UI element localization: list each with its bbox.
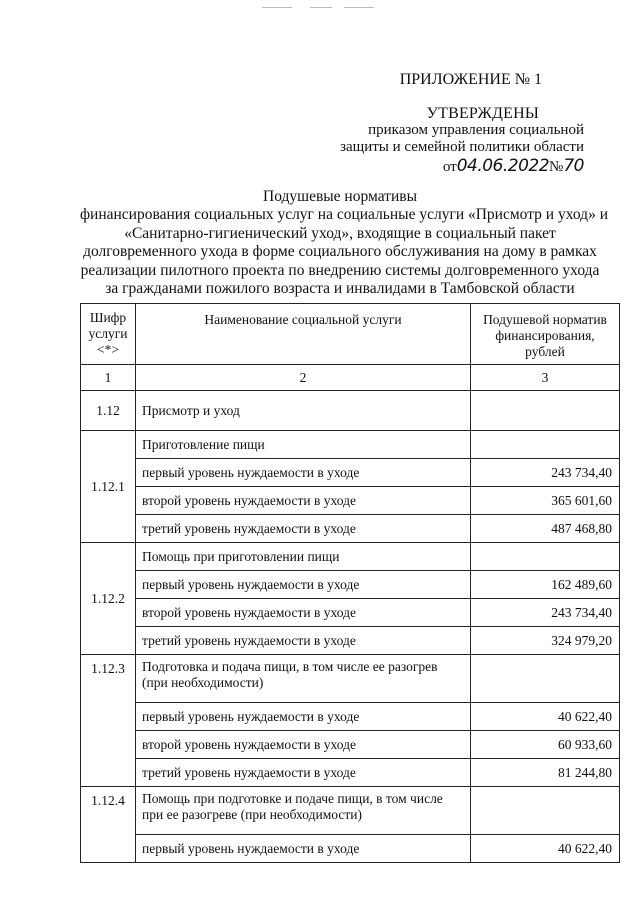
group-name: Помощь при подготовке и подаче пищи, в том числе при ее разогреве (при необходимости) (136, 787, 471, 835)
table-row (81, 515, 620, 543)
col-number: 1 (81, 365, 136, 391)
header-value: Подушевой норматив финансирования, рублей (471, 304, 620, 365)
empty-cell (471, 431, 620, 459)
approved-title: УТВЕРЖДЕНЫ (426, 105, 539, 122)
table-row (81, 835, 620, 863)
group-name: Подготовка и подача пищи, в том числе ее разогрев (при необходимости) (136, 655, 471, 703)
group-name: Приготовление пищи (136, 431, 471, 459)
scan-marks (262, 7, 382, 10)
empty-cell (471, 391, 620, 431)
section-code: 1.12 (81, 391, 136, 431)
level-value: 40 622,40 (471, 703, 620, 731)
title-line: финансирования социальных услуг на социальные услуги «Присмотр и уход» и (80, 206, 608, 224)
level-name: второй уровень нуждаемости в уходе (136, 731, 471, 759)
level-name: первый уровень нуждаемости в уходе (136, 703, 471, 731)
group-row (81, 543, 620, 571)
table-row (81, 487, 620, 515)
level-value: 243 734,40 (471, 459, 620, 487)
col-number: 3 (471, 365, 620, 391)
level-name: второй уровень нуждаемости в уходе (136, 599, 471, 627)
empty-cell (471, 655, 620, 703)
document-title (80, 188, 608, 298)
date-prefix: от (442, 159, 457, 175)
level-value: 40 622,40 (471, 835, 620, 863)
group-code: 1.12.4 (81, 787, 136, 863)
table-row (81, 731, 620, 759)
level-name: третий уровень нуждаемости в уходе (136, 627, 471, 655)
group-row (81, 431, 620, 459)
group-name: Помощь при приготовлении пищи (136, 543, 471, 571)
level-value: 324 979,20 (471, 627, 620, 655)
table-row (81, 571, 620, 599)
table-row (81, 459, 620, 487)
header-code: Шифр услуги <*> (81, 304, 136, 365)
level-value: 81 244,80 (471, 759, 620, 787)
table-header-row (81, 304, 620, 365)
group-code: 1.12.1 (81, 431, 136, 543)
level-value: 487 468,80 (471, 515, 620, 543)
title-line: за гражданами пожилого возраста и инвалидами в Тамбовской области (105, 280, 575, 298)
level-name: первый уровень нуждаемости в уходе (136, 835, 471, 863)
norms-table (80, 303, 620, 863)
level-value: 162 489,60 (471, 571, 620, 599)
level-name: третий уровень нуждаемости в уходе (136, 759, 471, 787)
approved-line-2: защиты и семейной политики области (340, 139, 584, 155)
title-line: долговременного ухода в форме социального обслуживания на дому в рамках (83, 243, 597, 261)
table-row (81, 599, 620, 627)
section-name: Присмотр и уход (136, 391, 471, 431)
empty-cell (471, 787, 620, 835)
level-name: второй уровень нуждаемости в уходе (136, 487, 471, 515)
level-name: третий уровень нуждаемости в уходе (136, 515, 471, 543)
title-line: реализации пилотного проекта по внедрению системы долговременного ухода (80, 261, 600, 279)
handwritten-date: 04.06.2022 (456, 156, 550, 176)
order-date-line (443, 156, 584, 176)
number-prefix: № (549, 159, 564, 175)
title-line: «Санитарно-гигиенический уход», входящие в социальный пакет (124, 224, 556, 242)
appendix-label: ПРИЛОЖЕНИЕ № 1 (399, 71, 542, 88)
header-name: Наименование социальной услуги (136, 304, 471, 365)
group-code: 1.12.2 (81, 543, 136, 655)
table-row (81, 759, 620, 787)
level-value: 243 734,40 (471, 599, 620, 627)
column-number-row (81, 365, 620, 391)
table-row (81, 627, 620, 655)
table-row (81, 703, 620, 731)
section-row (81, 391, 620, 431)
title-line: Подушевые нормативы (263, 188, 417, 205)
level-name: первый уровень нуждаемости в уходе (136, 571, 471, 599)
group-row (81, 787, 620, 835)
col-number: 2 (136, 365, 471, 391)
level-value: 365 601,60 (471, 487, 620, 515)
group-row (81, 655, 620, 703)
handwritten-number: 70 (563, 156, 584, 176)
level-value: 60 933,60 (471, 731, 620, 759)
group-code: 1.12.3 (81, 655, 136, 787)
level-name: первый уровень нуждаемости в уходе (136, 459, 471, 487)
empty-cell (471, 543, 620, 571)
approved-line-1: приказом управления социальной (368, 122, 584, 138)
